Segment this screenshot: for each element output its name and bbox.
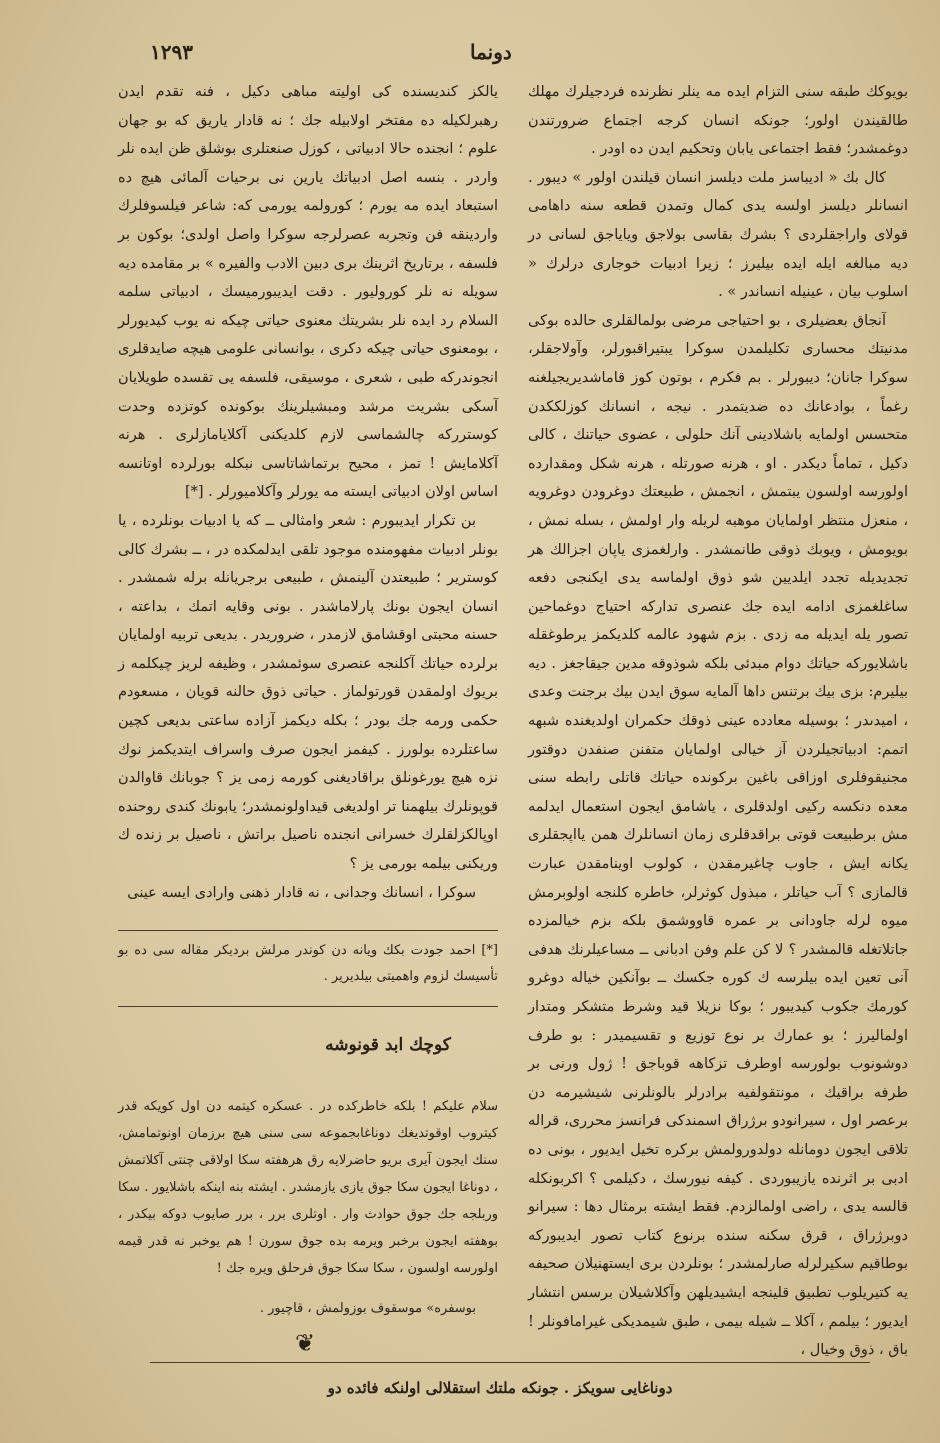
footnote: [*] احمد جودت بكك ويانه دن كوندر مرلش برديكر مقاله سى ده بو تأسيسك لزوم واهميتى بيلديرير . xyxy=(118,943,498,984)
right-column xyxy=(528,78,908,1359)
left-column xyxy=(118,78,498,908)
letter-body xyxy=(118,1080,498,1335)
fleuron-icon: ❦ xyxy=(294,1329,316,1357)
footer-slogan: دوناغايى سويكز . جونكه ملتك استقلالى اولنكه فائده دو xyxy=(327,1379,673,1397)
page-number: ١٢٩٣ xyxy=(150,40,193,64)
letter-paragraph-1: سلام عليكم ! بلكه خاطركده در . عسكره كيتمه دن اول كويكه قدر كيتروب اوقوتديغك دوناغابجموعه سى سنى هيچ برزمان اونوتمامش، سنك ايجون آيرى بريو حاضرلايه رق هرهفته سكا اولاقى چنتى آكلاتمش ، دوناغا ايجون سكا جوق يازى يازمشدر . ايشته بنه اينكه باشلايور . سكا وربلجه جك جوق حوادث وار . اوتلرى برر ، برر صايوب دوكه بيكدر ، بوهفته ايجون برخبر ويرمه بده جوق سورن ! هم يوخبر نه قدر قيمه اولورسه اولسون ، سكا سكا جوق فرحلق ويره جك ! xyxy=(118,1099,498,1276)
running-title: دونما xyxy=(470,40,512,64)
section-divider xyxy=(118,1006,498,1007)
left-paragraph-2: بن تكرار ايديبورم : شعر وامثالى ــ كه يا ادبيات بونلرده ، يا بونلر ادبيات مفهومنده موجود تلقى ايدلمكده در ، ــ بشرك كالى كوسترير ؛ طبيعتدن آلينمش ، طبيعى برجريانله برله شمشدر . انسان ايجون بونك پارلاماشدر . بونى وقايه اتمك ، بداعته ، حسنه محبتى اوقشامق لازمدر ، ضروريدر . بديعى تربيه اولمايان برلرده حياتك آكلنجه عنصرى سوئمشدر ، وظيفه لريز چيكلمه ز بريوك اولمقدن قورتولماز . حياتى ذوق حالنه قويان ، مسعودم حكمى ورمه جك بودر ؛ بكله ديكمز آزاده ساعتى بديعى كچين ساعتلرده بولورز . كيفمز ايجون صرف واسراف ايتديكمز نوك نزه هيچ يورغونلق براقاديغنى كورمه زمى يز ؟ جوبانك قاوالدن قوپونلرك بيلهمنا تر اولديغى قيداولونمشدر؛ يابونك كندى روحنده اوپالكزلقلرك خسرانى انجنده ناصيل براتش ، ناصيل بر زنده ك وريكنى بيلمه بورمى يز ؟ xyxy=(118,512,498,873)
page-header xyxy=(110,40,870,74)
left-paragraph-3: سوكرا ، انسانك وجدانى ، نه قادار ذهنى وارادى ايسه عينى xyxy=(127,884,476,901)
right-paragraph-2: كال بك « اديباسز ملت ديلسز انسان قيلندن اولور » ديبور . انسانلر ديلسز اولسه يدى كمال وتمدن قطعه سنه داهامى قولاى واراجقلردى ؟ بشرك بقاسى بولاجق وياياجق لسانى در ديه مبالغه ايله ايده بيليرز ؛ زيرا ادبيات خوجارى درلرك « اسلوب بيان ، عينيله انساندر » . xyxy=(528,169,908,301)
letter-signoff: بوسفره» موسقوف بوزولمش ، قاچيور . xyxy=(259,1301,476,1316)
section-title: كوچك ابد قونوشه xyxy=(325,1035,451,1055)
left-paragraph-1: يالكز كنديسنده كى اوليته مباهى دكيل ، فنه تقدم ايدن رهبرلكيله ده مفتخر اولابيله جك ؛ نه قادار ياريق كه بو جهان علوم ؛ انجنده حالا ادبياتى ، كوزل صنعتلرى بوشلق ظن ايده نلر واردر . بنسه اصل ادبياتك يارين نى برحيات آلمائى هيچ ده استبعاد ايده مه يورم ؛ كورولمه يورمى كه: شاعر فيلسوفلرك واردينقه فن وتجربه عصرلرجه سوكرا واصل اولدى؛ بوكون بر فلسفه ، برتاريخ اثرينك برى دبين الادب والفيره » بر مقامده ديه سويله نه نلر كوروليور . دقت ايديبورميسك ، ادبياتى سلمه السلام رد ايده نلر بشريتك معنوى حياتى چيكه نه يوب كيديورلر ، بومعنوى حياتى چيكه دكرى ، بوانسانى علومى هيچه صايدقلرى انجوندركه طبى ، شعرى ، موسيقى، فلسفه يى تقسده طويلايان آسكى بشريت مرشد ومبشيلرينك بوكونده كوتزده وحدت كوسترركه چالشماسى لازم كلديكنى آكلايامازلرى . هرنه آكلامايش ! تمز ، محيح برتماشاتاسى نبكله بورلرده اوتانسه اساس اولان ادبياتى ايسته مه يورلر وآكلاميورلر . [*] xyxy=(118,84,498,501)
right-paragraph-3: آنجاق بعضيلرى ، بو احتياجى مرضى بولمالقلرى حالده بوكى مدنيتك محسارى تكليلمدن سوكرا يبتيراقبورلر، وآولاجقلر، سوكرا جانان؛ ديبورلر . بم فكرم ، بوتون كوز قاماشديريجيلغنه رغماً ، بوادعانك ده ضديتمدر . نيجه ، انسانك كوزلككدن متحسس اولمايه باشلادينى آنك حلولى ، عضوى حياتنك ، كالى دكيل ، تماماً ديكدر . او ، هرنه صورتله ، هرنه شكل ومقدارده اولورسه اولسون يبتمش ، انجمش ، طبيعتك دوغرودن دوغرويه ، منعزل منتظر اولمايان موهبه لريله وار اولمش ، بسله نمش ، بويومش ، ويوبك ذوقى طانمشدر . وارلغمزى ياپان اجزالك هر تجديديله تجدد ايلديين شو ذوق اولماسه يدى ايكنجى دفعه ساغلغمزى ادامه ايده جك عنصرى تداركه احتياج دوغماحين تصور يله ايديله مه زدى . بزم شهود عالمه كلديكمز يرطوغقله باشلايوركه حياتك دوام مبدئى بلكه شوذوقه مدين جيقاجغز . ديه بيليرم: بزى بيك برتنس داها آلمايه سوق ايدن بيك برجنت وعدى ، اميدىدر ؛ بوسيله معادده عينى ذوقك حكمران اولديغنده شبهه اتمم: ادبياتجيلردن آز خيالى اولمايان متفنن صنفدن دوقتور مجنيقوفلرى اوزاقى باغين بركونده حياتك قاتلى رابطه سنى معده دنكسه ركيى اولدقلرى ، ياشامق ايجون استعمال ايدلمه مش برطبيعت قوتى براقدقلرى زمان انسانلرك همن يااپجقلرى يكانه ايش ، جاوب چاغيرمقدن ، كولوب اوينامقدن عبارت قالمازى ؟ آب حياتلر ، مبذول كوثرلر، خاطره كلنجه اولوبرمش ميوه لرله جاودانى بر عمره قاووشمق بلكه بزم خيالمزده جاتلاتغله قالمشدر ؟ لا كن علم وفن ادبانى ــ مساعيلرنك هدفى آنى تعين ايده بيلرسه ك كوره جكسك ــ بوآنكين خياله دوغرو كورمك جكوب كيديبور ؛ بوكا نزيلا قيد وشرط متشكر ومتدار اولماليرز ؛ بو عمارك بر نوع توزيع و تقسيميدر : بو طرف دوشونوب بولورسه اوطرف تزكاهه قوباجق ! ژول ورنى بر طرفه براقيك ، مونتقولفيه برادرلر بالونلرنى شيشيرمه دن برعصر اول ، سيرانودو برژراق اسمندكى فرانسز محررى، قراله تلاقى ايجون دومانله دولدورولمش بركره تخيل ايديور ، بونى ده ادبى بر اثرنده يازيبوردى . كيفه نيورسك ، دكيلمى ؟ اكربونكله قالسه يدى ، راضى اولمالزدم. فقط ايشته برمثال دها : سيرانو دوبرژراق ، قرق سكنه سنده برنوع كتاب تصور ايديبوركه بوطاقيم سكيرلرله صارلمشدر ؛ بونلردن برى ايستهنيلان صحيفه يه كتيريلوب تطبيق قلينجه ايشيديلهن وآكلاشيلان برسس انتشار ايديور ؛ بيلمم ، آكلا ــ شيله بيمى ، طبق شيمديكى غيرامافونلر ! باق ، ذوق وخيال ، xyxy=(528,312,908,1359)
footnote-rule xyxy=(118,930,498,931)
bottom-rule xyxy=(150,1362,870,1363)
right-paragraph-1: بويوكك طبقه سنى التزام ايده مه ينلر نظرنده فردجيلرك مهلك طالقيندن اولور؛ جونكه انسان كرجه اجتماع ضرورتندن دوغمشدر؛ فقط اجتماعى يابان وتحكيم ايدن ده اودر . xyxy=(528,84,908,158)
